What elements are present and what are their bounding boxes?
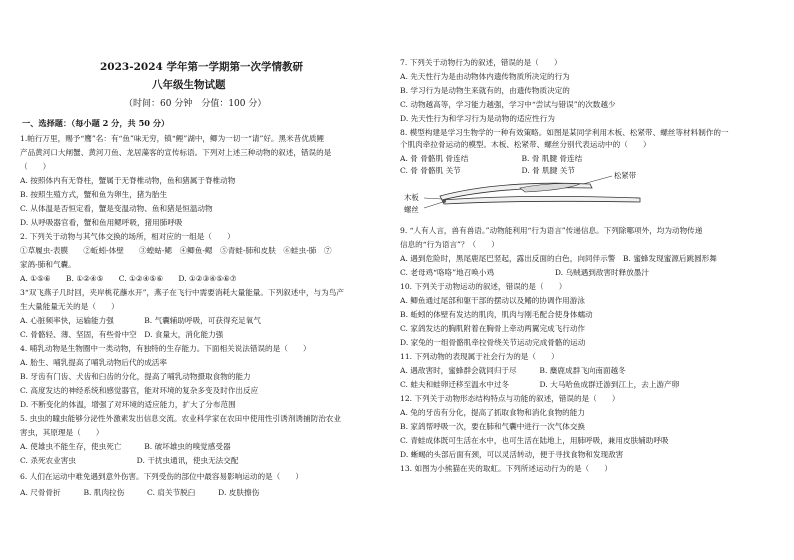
- label-board: 木板: [404, 193, 419, 202]
- question-line: 生大量能量无关的是（ ）: [20, 302, 119, 311]
- question-option: C. 高度发达的神经系统和感觉器官，能对环境的复杂多变及时作出反应: [20, 386, 259, 395]
- question-option: C. 青蛙成体既可生活在水中，也可生活在陆地上，用肺呼吸，兼用皮肤辅助呼吸: [400, 436, 669, 445]
- question-line: 12. 下列关于动物形态结构特点与功能的叙述，错误的是（ ）: [400, 394, 620, 403]
- exam-title: 2023-2024 学年第一学期第一次学情教研: [100, 61, 303, 73]
- question-line: 4. 哺乳动物是生物圈中一类动物，有独特的生存能力。下面相关说法错误的是（ ）: [20, 344, 311, 353]
- board-pointer: [424, 198, 442, 199]
- band-pointer: [583, 176, 612, 184]
- question-line: 13. 如图为小熊猫在夹的取虹。下列所述运动行为的是（ ）: [400, 464, 612, 473]
- question-option: D. 从呼吸器官看，蟹和鱼用鳃呼吸，猪用肺呼吸: [20, 218, 183, 227]
- question-option: C. 动物越高等，学习能力越强，学习中“尝试与错误”的次数越少: [400, 100, 616, 109]
- question-line: 1.帕行万里，赐予“鹰”名：有“鱼”味无穷，镇“鲤”湖中，鲫为一切一“请”好。黑米昔优质鲤: [20, 134, 325, 143]
- question-option: A. 遇敌害时，蜜蜂群会就同归于尽 B. 麋鹿成群飞向南面越冬: [400, 366, 626, 375]
- question-option: D. 先天性行为和学习行为是动物的适应性行为: [400, 114, 555, 123]
- question-line: 11. 下列动物的表现属于社会行为的是（ ）: [400, 352, 559, 361]
- label-screw: 螺丝: [404, 205, 419, 214]
- question-line: 10. 下列关于动物运动的叙述，错误的是（ ）: [400, 282, 567, 291]
- question-option: A. 先天性行为是由动物体内遗传物质所决定的行为: [400, 72, 570, 81]
- section-heading: 一、选择题：（每小题 2 分，共 50 分）: [22, 118, 170, 128]
- screw-pointer: [424, 202, 443, 208]
- question-line: 2. 下列关于动物与其气体交换的场所，相对应的一组是（ ）: [20, 232, 235, 241]
- question-line: 害虫，其原理是（ ）: [20, 428, 104, 437]
- question-option: C. 老母鸡“咯咯”地召唤小鸡 D. 乌贼遇到敌害时释放墨汁: [400, 268, 649, 277]
- question-option: D. 蜥蜴的头部后面有颈，可以灵活转动，便于寻找食物和发现敌害: [400, 450, 624, 459]
- exam-subtitle: 八年级生物试题: [152, 79, 226, 91]
- question-option: B. 按照生殖方式，蟹和鱼为卵生，猪为胎生: [20, 190, 168, 199]
- label-band: 松紧带: [614, 171, 637, 180]
- question-line: 7. 下列关于动物行为的叙述，错误的是（ ）: [400, 58, 562, 67]
- exam-meta: （时间：60 分钟 分值：100 分）: [124, 99, 267, 109]
- question-option: D. 家兔的一组骨骼肌牵拉骨绕关节运动完成骨骼的运动: [400, 338, 586, 347]
- question-option: B. 牙齿有门齿、犬齿和臼齿的分化，提高了哺乳动物摄取食物的能力: [20, 372, 251, 381]
- question-option: A. 遇到危险时，黑尾鹿尾巴竖起，露出反面的白色，向同伴示警 B. 蜜蜂发现蜜源后跳圆形舞: [400, 254, 717, 263]
- question-option: C. 骨骼轻、薄、坚固，有些骨中空 D. 食量大，消化能力强: [20, 330, 224, 339]
- question-line: 个肌肉牵拉骨运动的模型。木板、松紧带、螺丝分别代表运动中的（ ）: [400, 140, 651, 149]
- question-option: A. 鲫鱼通过尾部和躯干部的摆动以及鳍的协调作用游泳: [400, 296, 585, 305]
- question-option: A. 尺骨骨折 B. 肌肉拉伤 C. 肩关节脱臼 D. 皮肤擦伤: [20, 488, 260, 497]
- question-option: A. 骨 骨骼肌 骨连结 B. 骨 肌腱 骨连结: [400, 154, 583, 163]
- question-option: A. 使雄虫不能生存，使虫死亡 B. 破坏雄虫的嗅觉感受器: [20, 442, 231, 451]
- question-option: D. 不断变化的体温，增强了对环境的适应能力，扩大了分布范围: [20, 400, 236, 409]
- question-option: B. 学习行为是动物生来就有的，由遗传物质决定的: [400, 86, 570, 95]
- question-option: B. 家鸽帮呼吸一次，要在肺和气囊中进行一次气体交换: [400, 422, 586, 431]
- question-line: （ ）: [20, 162, 51, 171]
- question-option: A. 胎生、哺乳提高了哺乳动物后代的成活率: [20, 358, 167, 367]
- question-option: A. ①⑤⑥ B. ①②④⑤ C. ①②④⑤⑥ D. ①②③④⑤⑥⑦: [20, 274, 237, 283]
- question-option: C. 从体温是否恒定看，蟹是变温动物、鱼和猪是恒温动物: [20, 204, 213, 213]
- question-line: 5. 虫虫的瞳虫能够分泌性外激素发出信息交流。农业科学家在农田中使用性引诱剂诱捕防治农业: [20, 414, 341, 423]
- question-line: 9. “人有人言，兽有兽语。”动物能利用“行为语言”传递信息。下列除哪项外，均为动物传递: [400, 226, 703, 235]
- question-line: 3“双飞燕子几时回，夹岸桃花蘸水开”，燕子在飞行中需要消耗大量能量。下列叙述中，与为鸟产: [20, 288, 344, 297]
- question-option: C. 蛙夫和蛙卵迁移至温水中过冬 D. 大马哈鱼成群迁游到江上，去上游产卵: [400, 380, 680, 389]
- question-option: A. 按照体内有无脊柱，蟹属于无脊椎动物，鱼和猪属于脊椎动物: [20, 176, 236, 185]
- question-line: 6. 人们在运动中难免遇到意外伤害。下列受伤的部位中最容易影响运动的是（ ）: [20, 472, 304, 481]
- question-line: ①草履虫-表膜 ②蚯蚓-体壁 ③蝗蛄-鳃 ④鲫鱼-鳃 ⑤青蛙-肺和皮肤 ⑥蛙虫-肺 ⑦: [20, 246, 332, 255]
- question-option: A. 兔的牙齿有分化，提高了抓取食物和消化食物的能力: [400, 408, 585, 417]
- question-option: C. 骨 骨骼肌 关节 D. 骨 肌腱 关节: [400, 166, 575, 175]
- question-line: 家鸽-肺和气囊。: [20, 260, 76, 269]
- question-line: 8. 模型构建是学习生物学的一种有效策略。如图是某同学利用木板、松紧带、螺丝等材料制作的一: [400, 128, 729, 137]
- question-line: 产品黄河口大闸蟹、黄河刀鱼、龙居藻客的宣传标语。下列对上述三种动物的叙述，错误的是: [20, 148, 332, 157]
- question-option: C. 杀死农业害虫 D. 干扰虫通讯，使虫无法交配: [20, 456, 239, 465]
- question-option: B. 蚯蚓的体壁有发达的肌肉，肌肉与刚毛配合使身体蠕动: [400, 310, 593, 319]
- question-option: C. 家鸽发达的胸肌附着在胸骨上牵动两翼完成飞行动作: [400, 324, 586, 333]
- question-line: 信息的“行为语言”？（ ）: [400, 240, 499, 249]
- muscle-model-diagram: [400, 168, 700, 218]
- question-option: A. 心脏频率快，运输能力强 B. 气囊辅助呼吸，可获得充足氧气: [20, 316, 261, 325]
